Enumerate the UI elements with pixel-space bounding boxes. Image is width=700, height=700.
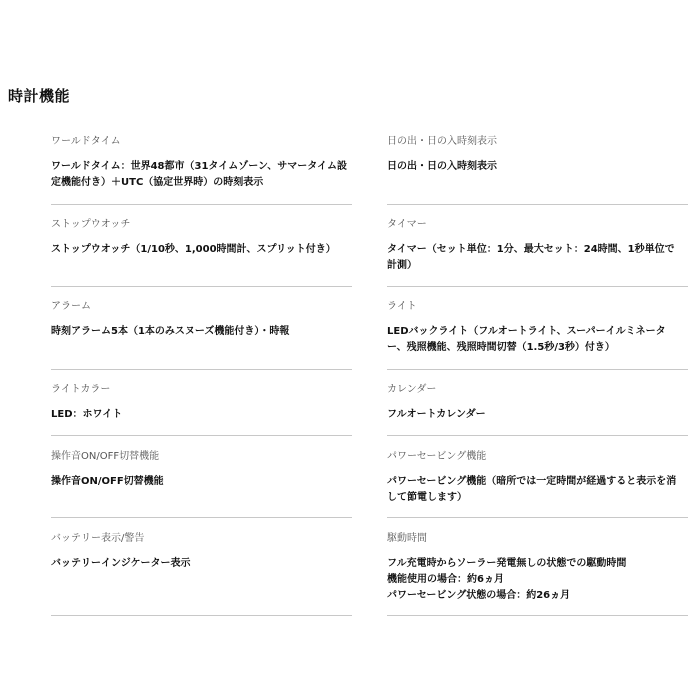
spec-value: LED：ホワイト — [51, 409, 123, 420]
spec-value: タイマー（セット単位：1分、最大セット：24時間、1秒単位で 計測） — [387, 244, 675, 271]
spec-value: ワールドタイム：世界48都市（31タイムゾーン、サマータイム設 定機能付き）＋UTC（協定世界時）の時刻表示 — [51, 161, 348, 188]
spec-value: フル充電時からソーラー発電無しの状態での駆動時間 機能使用の場合：約6ヵ月 パワーセービング状態の場合：約26ヵ月 — [387, 558, 627, 601]
spec-label: カレンダー — [387, 384, 437, 395]
spec-value: ストップウオッチ（1/10秒、1,000時間計、スプリット付き） — [51, 244, 336, 255]
spec-item-operation-sound — [51, 450, 352, 518]
spec-label: ライトカラー — [51, 384, 111, 395]
spec-label: アラーム — [51, 301, 91, 312]
spec-item-power-saving — [387, 450, 688, 518]
spec-value: 日の出・日の入時刻表示 — [387, 161, 497, 172]
spec-item-world-time — [51, 135, 352, 205]
spec-item-light — [387, 300, 688, 370]
spec-value: パワーセービング機能（暗所では一定時間が経過すると表示を消 して節電します） — [387, 476, 677, 503]
spec-value: LEDバックライト（フルオートライト、スーパーイルミネータ ー、残照機能、残照時間切替（1.5秒/3秒）付き） — [387, 326, 666, 353]
spec-item-battery — [51, 532, 352, 616]
spec-item-sunrise-sunset — [387, 135, 688, 205]
spec-value: 時刻アラーム5本（1本のみスヌーズ機能付き）・時報 — [51, 326, 290, 337]
spec-label: タイマー — [387, 219, 427, 230]
spec-label: バッテリー表示/警告 — [51, 533, 145, 544]
spec-label: ストップウオッチ — [51, 219, 131, 230]
spec-item-operating-time — [387, 532, 688, 616]
spec-label: 操作音ON/OFF切替機能 — [51, 451, 160, 462]
spec-label: 日の出・日の入時刻表示 — [387, 136, 497, 147]
spec-item-light-color — [51, 383, 352, 436]
spec-value: フルオートカレンダー — [387, 409, 486, 420]
spec-value: 操作音ON/OFF切替機能 — [51, 476, 164, 487]
spec-label: ワールドタイム — [51, 136, 121, 147]
spec-label: 駆動時間 — [387, 533, 427, 544]
spec-item-alarm — [51, 300, 352, 370]
spec-label: ライト — [387, 301, 417, 312]
spec-item-calendar — [387, 383, 688, 436]
section-title: 時計機能 — [8, 87, 71, 105]
spec-value: バッテリーインジケーター表示 — [51, 558, 191, 569]
spec-item-timer — [387, 218, 688, 287]
spec-label: パワーセービング機能 — [387, 451, 487, 462]
spec-item-stopwatch — [51, 218, 352, 287]
